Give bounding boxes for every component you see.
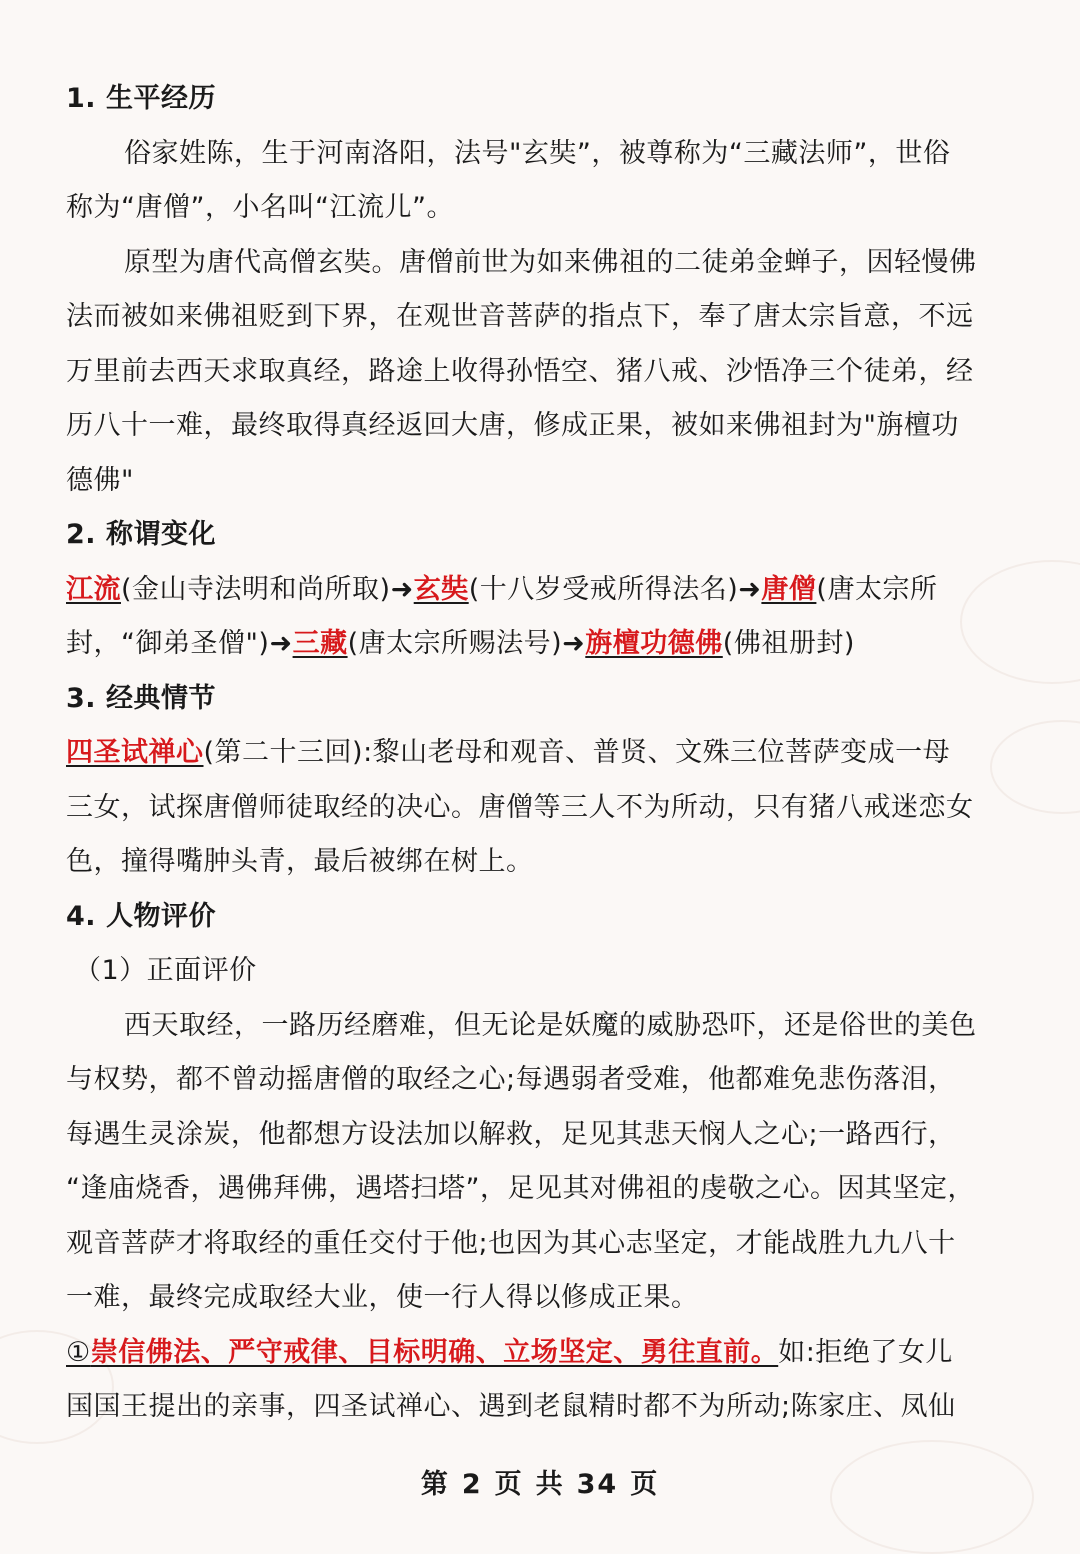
footer-ye: 页 bbox=[494, 1469, 524, 1500]
arrow-icon: ➜ bbox=[390, 573, 414, 605]
title-chain-line bbox=[66, 563, 1014, 618]
paragraph-line: 称为“唐僧”，小名叫“江流儿”。 bbox=[66, 192, 454, 223]
arrow-icon: ➜ bbox=[562, 628, 586, 659]
title-name-jiangliu: 江流 bbox=[66, 573, 121, 605]
paragraph-line: 法而被如来佛祖贬到下界，在观世音菩萨的指点下，奉了唐太宗旨意，不远 bbox=[66, 301, 974, 332]
point-number: ① bbox=[66, 1336, 91, 1368]
arrow-icon: ➜ bbox=[738, 573, 762, 605]
paragraph-line: 一难，最终完成取经大业，使一行人得以修成正果。 bbox=[66, 1282, 699, 1313]
document-page bbox=[66, 72, 1014, 1435]
episode-title: 四圣试禅心 bbox=[66, 737, 204, 768]
title-note: (十八岁受戒所得法名) bbox=[468, 573, 739, 605]
arrow-icon: ➜ bbox=[269, 628, 293, 659]
paragraph-line: 历八十一难，最终取得真经返回大唐，修成正果，被如来佛祖封为"旃檀功 bbox=[66, 410, 959, 441]
paragraph-line: 观音菩萨才将取经的重任交付于他;也因为其心志坚定，才能战胜九九八十 bbox=[66, 1227, 956, 1259]
page-footer bbox=[0, 1462, 1080, 1501]
section-heading-episodes: 3. 经典情节 bbox=[66, 682, 216, 714]
section-heading-life: 1. 生平经历 bbox=[66, 83, 216, 114]
paragraph-line: 万里前去西天求取真经，路途上收得孙悟空、猪八戒、沙悟净三个徒弟，经 bbox=[66, 355, 974, 387]
paragraph-line: 德佛" bbox=[66, 464, 134, 496]
footer-page-number: 2 bbox=[461, 1469, 483, 1500]
title-note: (佛祖册封) bbox=[722, 628, 855, 659]
footer-total-pages: 34 bbox=[576, 1469, 619, 1500]
paragraph-line: 俗家姓陈，生于河南洛阳，法号"玄奘”，被尊称为“三藏法师”，世俗 bbox=[124, 137, 951, 169]
footer-ye2: 页 bbox=[630, 1469, 660, 1500]
paragraph-line: 西天取经，一路历经磨难，但无论是妖魔的威胁恐吓，还是俗世的美色 bbox=[124, 1009, 977, 1041]
title-name-tangseng: 唐僧 bbox=[761, 573, 817, 605]
paragraph-line bbox=[66, 1326, 1014, 1381]
paragraph-line bbox=[66, 726, 1014, 781]
title-note: 封，“御弟圣僧") bbox=[66, 628, 270, 659]
point-highlight: 崇信佛法、严守戒律、目标明确、立场坚定、勇往直前。 bbox=[90, 1336, 779, 1368]
paragraph-line: 色，撞得嘴肿头青，最后被绑在树上。 bbox=[66, 846, 534, 877]
section-heading-evaluation: 4. 人物评价 bbox=[66, 900, 216, 932]
paragraph-line: 每遇生灵涂炭，他都想方设法加以解救，足见其悲天悯人之心;一路西行， bbox=[66, 1118, 956, 1150]
paragraph-line: 与权势，都不曾动摇唐僧的取经之心;每遇弱者受难，他都难免悲伤落泪， bbox=[66, 1064, 956, 1095]
section-heading-titles: 2. 称谓变化 bbox=[66, 519, 216, 550]
subheading-positive: （1）正面评价 bbox=[74, 955, 257, 986]
footer-gong: 共 bbox=[535, 1469, 565, 1500]
title-note: (唐太宗所 bbox=[816, 573, 938, 605]
paragraph-line: 原型为唐代高僧玄奘。唐僧前世为如来佛祖的二徒弟金蝉子，因轻慢佛 bbox=[124, 246, 977, 278]
title-name-zhantan: 旃檀功德佛 bbox=[585, 628, 723, 659]
paragraph-line: “逢庙烧香，遇佛拜佛，遇塔扫塔”，足见其对佛祖的虔敬之心。因其坚定， bbox=[66, 1173, 975, 1204]
title-note: (唐太宗所赐法号) bbox=[347, 628, 563, 659]
paragraph-line: 三女，试探唐僧师徒取经的决心。唐僧等三人不为所动，只有猪八戒迷恋女 bbox=[66, 791, 974, 823]
title-note: (金山寺法明和尚所取) bbox=[121, 573, 391, 605]
title-chain-line bbox=[66, 617, 1014, 672]
footer-di: 第 bbox=[420, 1469, 450, 1500]
title-name-xuanzang: 玄奘 bbox=[413, 573, 469, 605]
title-name-sanzang: 三藏 bbox=[292, 628, 348, 659]
paragraph-line: 国国王提出的亲事，四圣试禅心、遇到老鼠精时都不为所动;陈家庄、凤仙 bbox=[66, 1391, 956, 1422]
point-text: 如:拒绝了女儿 bbox=[778, 1336, 953, 1368]
episode-text: (第二十三回):黎山老母和观音、普贤、文殊三位菩萨变成一母 bbox=[203, 737, 951, 768]
